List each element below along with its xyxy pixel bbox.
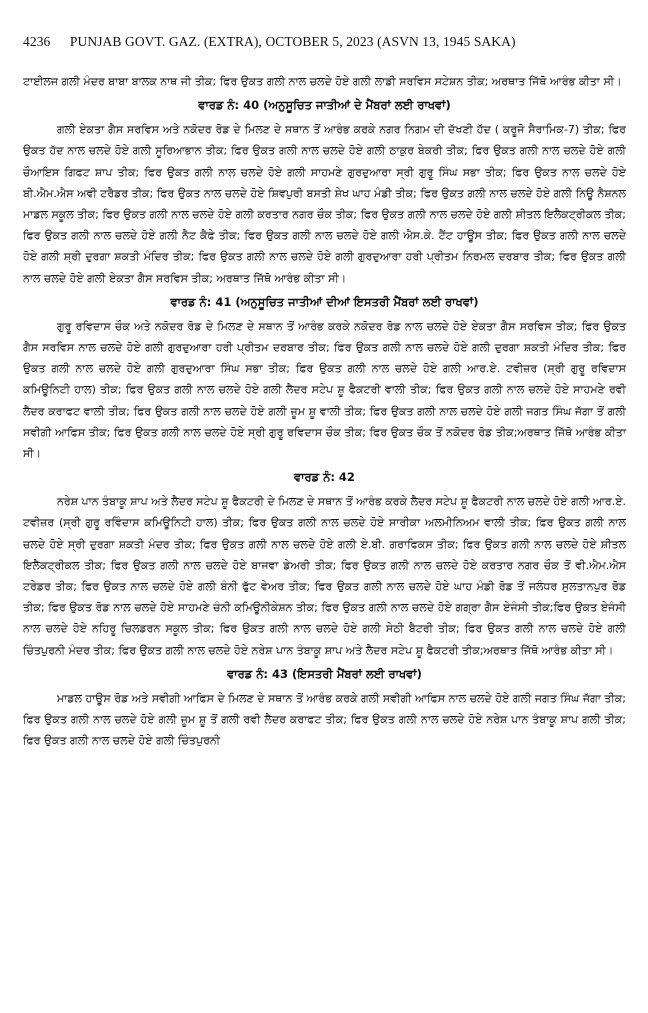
ward-41-heading: ਵਾਰਡ ਨੰ: 41 (ਅਨੁਸੂਚਿਤ ਜਾਤੀਆਂ ਦੀਆਂ ਇਸਤਰੀ ਮੈਂਬਰਾਂ ਲਈ ਰਾਖਵਾਂ) xyxy=(170,294,479,309)
ward-42-heading: ਵਾਰਡ ਨੰ: 42 xyxy=(294,470,355,485)
continued-paragraph: ਟਾਈਲਜ ਗਲੀ ਮੰਦਰ ਬਾਬਾ ਬਾਲਕ ਨਾਥ ਜੀ ਤੀਕ; ਫਿਰ ਉਕਤ ਗਲੀ ਨਾਲ ਚਲਦੇ ਹੋਏ ਗਲੀ ਲਾਡੀ ਸਰਵਿਸ ਸਟੇਸ਼ਨ ਤੀਕ; ਅਰਥਾਤ ਜਿੱਥੋ ਆਰੰਭ ਕੀਤਾ ਸੀ। xyxy=(23,75,622,88)
page-number: 4236 xyxy=(23,34,51,49)
ward-42-description: ਨਰੇਸ਼ ਪਾਨ ਤੰਬਾਕੂ ਸ਼ਾਪ ਅਤੇ ਲੈਦਰ ਸਟੇਪ ਸ਼ੂ ਫੈਕਟਰੀ ਦੇ ਮਿਲਣ ਦੇ ਸਥਾਨ ਤੋਂ ਆਰੰਭ ਕਰਕੇ ਲੈਦਰ ਸਟੇਪ ਸ਼ੂ ਫੈਕਟਰੀ ਨਾਲ ਚਲਦੇ ਹੋਏ ਗਲੀ ਆਰ.ਏ. ਟਵੀਜ਼ਰ (ਸ੍ਰੀ ਗੁਰੂ ਰਵਿੰਦਾਸ ਕਮਿਊਨਿਟੀ ਹਾਲ) ਤੀਕ; ਫਿਰ ਉਕਤ ਗਲੀ ਨਾਲ ਚਲਦੇ ਹੋਏ ਸਾਰੀਕਾ ਅਲਮੀਨਿਅਮ ਵਾਲੀ ਤੀਕ; ਫਿਰ ਉਕਤ ਗਲੀ ਨਾਲ ਚਲਦੇ ਹੋਏ ਸ੍ਰੀ ਦੁਰਗਾ ਸ਼ਕਤੀ ਮੰਦਰ ਤੀਕ; ਫਿਰ ਉਕਤ ਗਲੀ ਨਾਲ ਚਲਦੇ ਹੋਏ ਗਲੀ ਏ.ਬੀ. ਗਰਾਫਿਕਸ ਤੀਕ; ਫਿਰ ਉਕਤ ਗਲੀ ਨਾਲ ਚਲਦੇ ਹੋਏ ਸ਼ੀਤਲ ਇਲੈਕਟ੍ਰੀਕਲ ਤੀਕ; ਫਿਰ ਉਕਤ ਗਲੀ ਨਾਲ ਚਲਦੇ ਹੋਏ ਬਾਜਵਾ ਡੇਅਰੀ ਤੀਕ; ਫਿਰ ਉਕਤ ਗਲੀ ਨਾਲ ਚਲਦੇ ਹੋਏ ਕਰਤਾਰ ਨਗਰ ਚੌਕ ਤੋਂ ਵੀ.ਐਮ.ਐਸ ਟਰੇਡਰ ਤੀਕ; ਫਿਰ ਉਕਤ ਨਾਲ ਚਲਦੇ ਹੋਏ ਗਲੀ ਬੰਨੀ ਫੁੱਟ ਵੇਅਰ ਤੀਕ; ਫਿਰ ਉਕਤ ਗਲੀ ਨਾਲ ਚਲਦੇ ਹੋਏ ਘਾਹ ਮੰਡੀ ਰੋਡ ਤੋਂ ਜਲੰਧਰ ਸੁਲਤਾਨਪੁਰ ਰੋਡ ਤੀਕ; ਫਿਰ ਉਕਤ ਰੋਡ ਨਾਲ ਚਲਦੇ ਹੋਏ ਸਾਹਮਣੇ ਚੰਨੀ ਕਮਿਊਨੀਕੇਸ਼ਨ ਤੀਕ; ਫਿਰ ਉਕਤ ਗਲੀ ਨਾਲ ਚਲਦੇ ਹੋਏ ਗਗ੍ਰਾ ਗੈਸ ਏਜੰਸੀ ਤੀਕ;ਫਿਰ ਉਕਤ ਏਜੰਸੀ ਨਾਲ ਚਲਦੇ ਹੋਏ ਨਹਿਰੂ ਚਿਲਡਰਨ ਸਕੂਲ ਤੀਕ; ਫਿਰ ਉਕਤ ਗਲੀ ਨਾਲ ਚਲਦੇ ਹੋਏ ਗਲੀ ਸੇਠੀ ਬੈਟਰੀ ਤੀਕ; ਫਿਰ ਉਕਤ ਗਲੀ ਨਾਲ ਚਲਦੇ ਹੋਏ ਗਲੀ ਚਿੰਤਪੁਰਨੀ ਮੰਦਰ ਤੀਕ; ਫਿਰ ਉਕਤ ਗਲੀ ਨਾਲ ਚਲਦੇ ਹੋਏ ਨਰੇਸ਼ ਪਾਨ ਤੰਬਾਕੂ ਸ਼ਾਪ ਅਤੇ ਲੈਦਰ ਸਟੇਪ ਸ਼ੂ ਫੈਕਟਰੀ ਤੀਕ;ਅਰਥਾਤ ਜਿੱਥੋ ਆਰੰਭ ਕੀਤਾ ਸੀ। xyxy=(23,495,626,657)
ward-40-description: ਗਲੀ ਏਕਤਾ ਗੈਸ ਸਰਵਿਸ ਅਤੇ ਨਕੋਦਰ ਰੋਡ ਦੇ ਮਿਲਣ ਦੇ ਸਥਾਨ ਤੋਂ ਆਰੰਭ ਕਰਕੇ ਨਗਰ ਨਿਗਮ ਦੀ ਦੱਖਣੀ ਹੱਦ ( ਕਰੂਜੋ ਸੈਰਾਮਿਕ-7) ਤੀਕ; ਫਿਰ ਉਕਤ ਹੱਦ ਨਾਲ ਚਲਦੇ ਹੋਏ ਗਲੀ ਸੂਰਿਆਭਾਨ ਤੀਕ; ਫਿਰ ਉਕਤ ਗਲੀ ਨਾਲ ਚਲਦੇ ਹੋਏ ਗਲੀ ਠਾਕੁਰ ਬੇਕਰੀ ਤੀਕ; ਫਿਰ ਉਕਤ ਗਲੀ ਨਾਲ ਚਲਦੇ ਹੋਏ ਗਲੀ ਚੌਆਇਸ ਗਿਫਟ ਸ਼ਾਪ ਤੀਕ; ਫਿਰ ਉਕਤ ਗਲੀ ਨਾਲ ਚਲਦੇ ਹੋਏ ਗਲੀ ਸਾਹਮਣੇ ਗੁਰਦੁਆਰਾ ਸ੍ਰੀ ਗੁਰੂ ਸਿੰਘ ਸਭਾ ਤੀਕ; ਫਿਰ ਉਕਤ ਨਾਲ ਚਲਦੇ ਹੋਏ ਬੀ.ਐਮ.ਐਸ ਅਵੀ ਟਰੈਡਰ ਤੀਕ; ਫਿਰ ਉਕਤ ਨਾਲ ਚਲਦੇ ਹੋਏ ਸ਼ਿਵਪੁਰੀ ਬਸਤੀ ਸ਼ੇਖ ਘਾਹ ਮੰਡੀ ਤੀਕ; ਫਿਰ ਉਕਤ ਗਲੀ ਨਾਲ ਚਲਦੇ ਹੋਏ ਗਲੀ ਨਿਊ ਨੈਸ਼ਨਲ ਮਾਡਲ ਸਕੂਲ ਤੀਕ; ਫਿਰ ਉਕਤ ਗਲੀ ਨਾਲ ਚਲਦੇ ਹੋਏ ਗਲੀ ਕਰਤਾਰ ਨਗਰ ਚੌਕ ਤੀਕ; ਫਿਰ ਉਕਤ ਗਲੀ ਨਾਲ ਚਲਦੇ ਹੋਏ ਗਲੀ ਸ਼ੀਤਲ ਇਲੈਕਟ੍ਰੀਕਲ ਤੀਕ; ਫਿਰ ਉਕਤ ਗਲੀ ਨਾਲ ਚਲਦੇ ਹੋਏ ਗਲੀ ਨੈਟ ਕੈਫੇ ਤੀਕ; ਫਿਰ ਉਕਤ ਗਲੀ ਨਾਲ ਚਲਦੇ ਹੋਏ ਗਲੀ ਐਸ.ਕੇ. ਟੈਂਟ ਹਾਊਸ ਤੀਕ; ਫਿਰ ਉਕਤ ਗਲੀ ਨਾਲ ਚਲਦੇ ਹੋਏ ਗਲੀ ਸ਼੍ਰੀ ਦੁਰਗਾ ਸ਼ਕਤੀ ਮੰਦਿਰ ਤੀਕ; ਫਿਰ ਉਕਤ ਗਲੀ ਨਾਲ ਚਲਦੇ ਹੋਏ ਗਲੀ ਗੁਰਦੁਆਰਾ ਹਰੀ ਪ੍ਰੀਤਮ ਨਿਰਮਲ ਦਰਬਾਰ ਤੀਕ; ਫਿਰ ਉਕਤ ਗਲੀ ਨਾਲ ਚਲਦੇ ਹੋਏ ਗਲੀ ਏਕਤਾ ਗੈਸ ਸਰਵਿਸ ਤੀਕ; ਅਰਥਾਤ ਜਿੱਥੋ ਆਰੰਭ ਕੀਤਾ ਸੀ। xyxy=(23,123,626,285)
ward-43-heading: ਵਾਰਡ ਨੰ: 43 (ਇਸਤਰੀ ਮੈਂਬਰਾਂ ਲਈ ਰਾਖਵਾਂ) xyxy=(227,666,422,681)
ward-41-description: ਗੁਰੂ ਰਵਿਦਾਸ ਚੌਕ ਅਤੇ ਨਕੋਦਰ ਰੋਡ ਦੇ ਮਿਲਣ ਦੇ ਸਥਾਨ ਤੋਂ ਆਰੰਭ ਕਰਕੇ ਨਕੋਦਰ ਰੋਡ ਨਾਲ ਚਲਦੇ ਹੋਏ ਏਕਤਾ ਗੈਸ ਸਰਵਿਸ ਤੀਕ; ਫਿਰ ਉਕਤ ਗੈਸ ਸਰਵਿਸ ਨਾਲ ਚਲਦੇ ਹੋਏ ਗਲੀ ਗੁਰਦੁਆਰਾ ਹਰੀ ਪ੍ਰੀਤਮ ਦਰਬਾਰ ਤੀਕ; ਫਿਰ ਉਕਤ ਗਲੀ ਨਾਲ ਚਲਦੇ ਹੋਏ ਗਲੀ ਦੁਰਗਾ ਸ਼ਕਤੀ ਮੰਦਿਰ ਤੀਕ; ਫਿਰ ਉਕਤ ਗਲੀ ਨਾਲ ਚਲਦੇ ਹੋਏ ਗਲੀ ਗੁਰਦੁਆਰਾ ਸਿੰਘ ਸਭਾ ਤੀਕ; ਫਿਰ ਉਕਤ ਗਲੀ ਨਾਲ ਚਲਦੇ ਹੋਏ ਗਲੀ ਆਰ.ਏ. ਟਵੀਜ਼ਰ (ਸ੍ਰੀ ਗੁਰੂ ਰਵਿਦਾਸ ਕਮਿਊਨਿਟੀ ਹਾਲ) ਤੀਕ; ਫਿਰ ਉਕਤ ਗਲੀ ਨਾਲ ਚਲਦੇ ਹੋਏ ਗਲੀ ਲੈਦਰ ਸਟੇਪ ਸ਼ੂ ਫੈਕਟਰੀ ਵਾਲੀ ਤੀਕ; ਫਿਰ ਉਕਤ ਗਲੀ ਨਾਲ ਚਲਦੇ ਹੋਏ ਸਾਹਮਣੇ ਰਵੀ ਲੈਦਰ ਕਰਾਫਟ ਵਾਲੀ ਤੀਕ; ਫਿਰ ਉਕਤ ਗਲੀ ਨਾਲ ਚਲਦੇ ਹੋਏ ਗਲੀ ਜ਼ੂਮ ਸ਼ੂ ਵਾਲੀ ਤੀਕ; ਫਿਰ ਉਕਤ ਗਲੀ ਨਾਲ ਚਲਦੇ ਹੋਏ ਗਲੀ ਜਗਤ ਸਿੰਘ ਜੱਗਾ ਤੋਂ ਗਲੀ ਸਵੀਗੀ ਆਫਿਸ ਤੀਕ; ਫਿਰ ਉਕਤ ਗਲੀ ਨਾਲ ਚਲਦੇ ਹੋਏ ਸ੍ਰੀ ਗੁਰੂ ਰਵਿਦਾਸ ਚੌਕ ਤੀਕ; ਫਿਰ ਉਕਤ ਚੌਕ ਤੋਂ ਨਕੋਦਰ ਰੋਡ ਤੀਕ;ਅਰਥਾਤ ਜਿੱਥੋ ਆਰੰਭ ਕੀਤਾ ਸੀ। xyxy=(23,319,626,461)
page-header xyxy=(23,34,626,50)
gazette-title: PUNJAB GOVT. GAZ. (EXTRA), OCTOBER 5, 2023 (ASVN 13, 1945 SAKA) xyxy=(69,34,516,49)
ward-43-description: ਮਾਡਲ ਹਾਊਸ ਰੋਡ ਅਤੇ ਸਵੀਗੀ ਆਫਿਸ ਦੇ ਮਿਲਣ ਦੇ ਸਥਾਨ ਤੋਂ ਆਰੰਭ ਕਰਕੇ ਗਲੀ ਸਵੀਗੀ ਆਫਿਸ ਨਾਲ ਚਲਦੇ ਹੋਏ ਗਲੀ ਜਗਤ ਸਿੰਘ ਜੱਗਾ ਤੀਕ; ਫਿਰ ਉਕਤ ਗਲੀ ਨਾਲ ਚਲਦੇ ਹੋਏ ਗਲੀ ਜ਼ੂਮ ਸ਼ੂ ਤੋਂ ਗਲੀ ਰਵੀ ਲੈਦਰ ਕਰਾਫਟ ਤੀਕ; ਫਿਰ ਉਕਤ ਗਲੀ ਨਾਲ ਚਲਦੇ ਹੋਏ ਨਰੇਸ਼ ਪਾਨ ਤੰਬਾਕੂ ਸ਼ਾਪ ਗਲੀ ਤੀਕ; ਫਿਰ ਉਕਤ ਗਲੀ ਨਾਲ ਚਲਦੇ ਹੋਏ ਗਲੀ ਚਿੰਤਪੁਰਨੀ xyxy=(23,691,626,748)
ward-40-heading: ਵਾਰਡ ਨੰ: 40 (ਅਨੁਸੂਚਿਤ ਜਾਤੀਆਂ ਦੇ ਮੈਂਬਰਾਂ ਲਈ ਰਾਖਵਾਂ) xyxy=(198,98,451,113)
document-body xyxy=(23,71,626,751)
